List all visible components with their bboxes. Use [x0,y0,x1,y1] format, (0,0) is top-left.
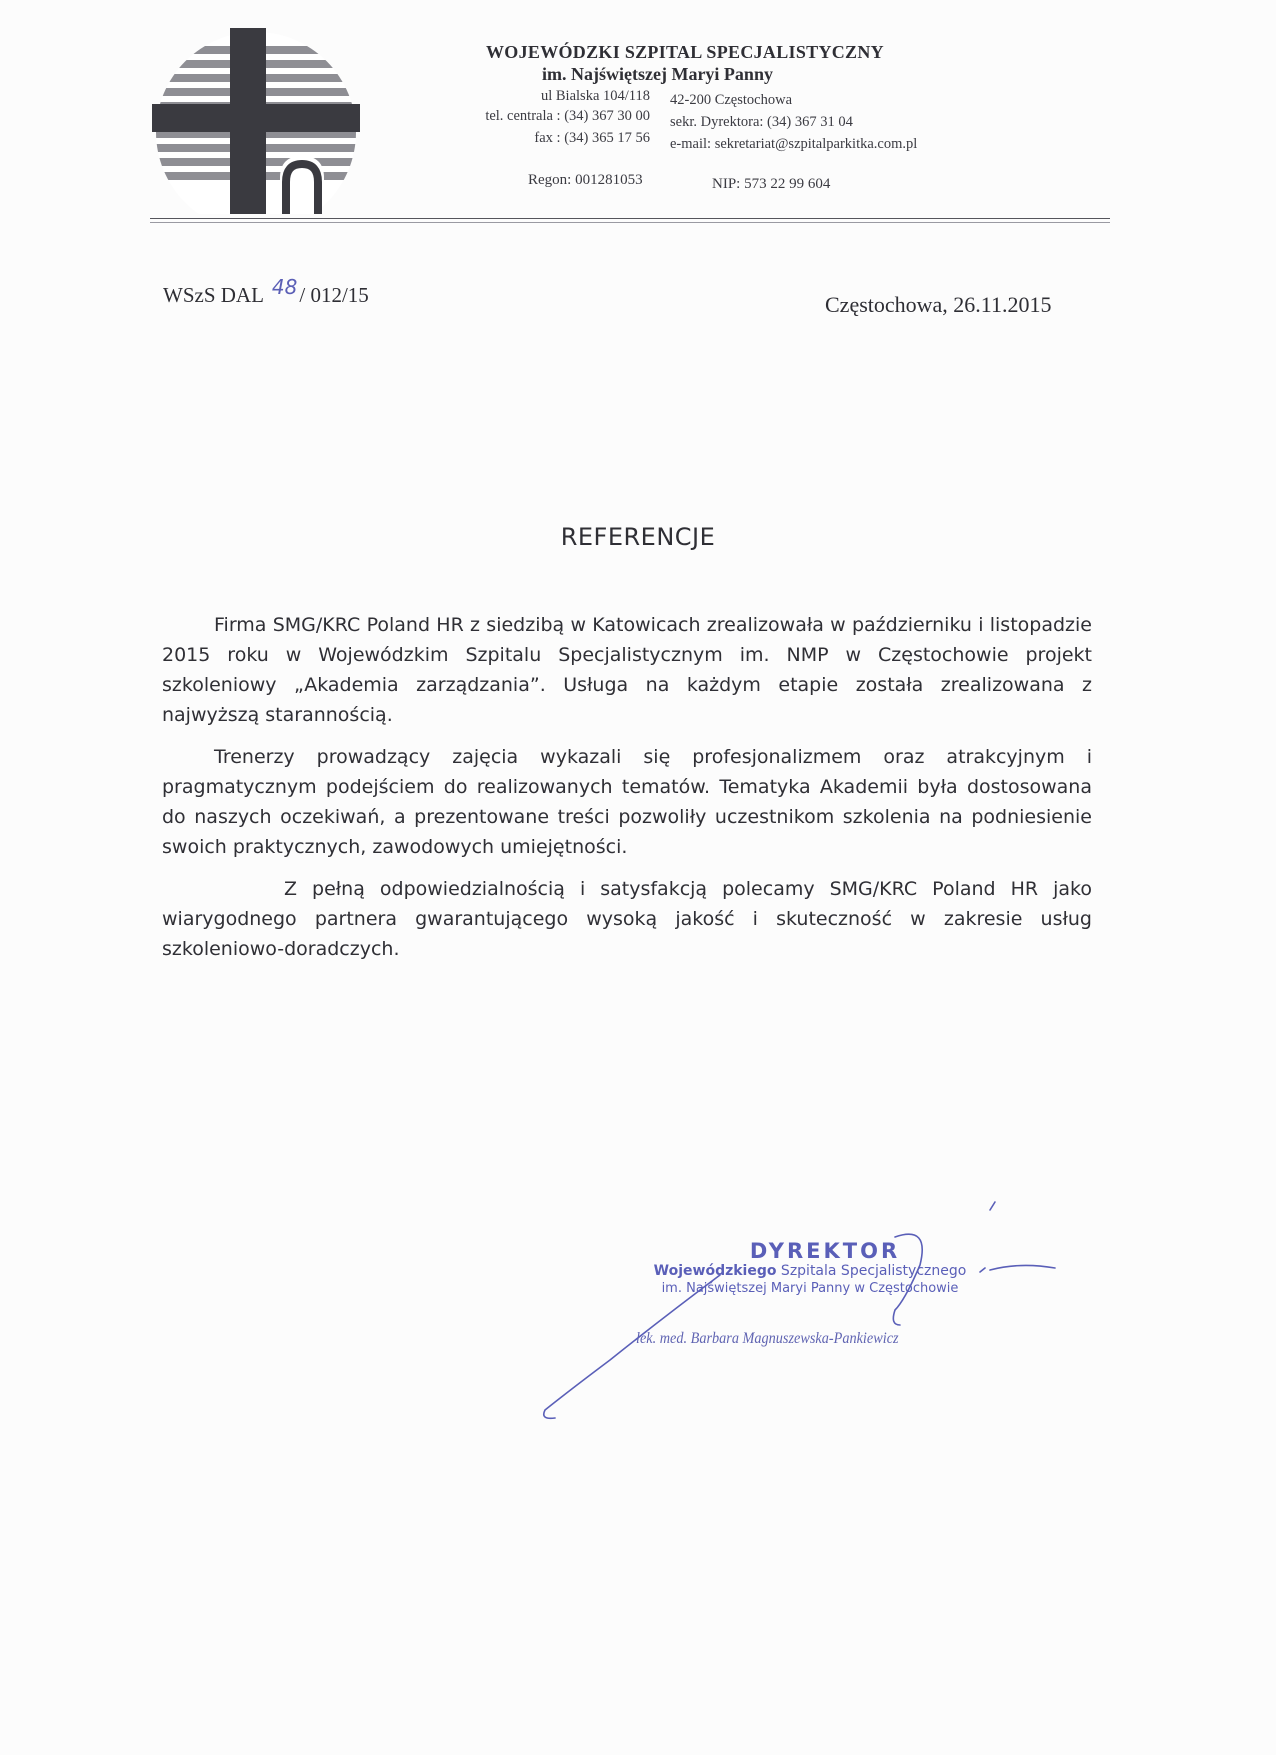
phone-central: tel. centrala : (34) 367 30 00 [485,108,650,124]
stamp-line-2: im. Najświętszej Maryi Panny w Częstochowie [661,1281,959,1296]
reference-prefix: WSzS DAL [163,283,264,307]
director-stamp [630,1240,990,1298]
fax-number: fax : (34) 365 17 56 [534,130,650,146]
address-city: 42-200 Częstochowa [670,92,793,108]
stamp-line-1-rest: Szpitala Specjalistycznego [776,1263,967,1279]
letter-body [162,610,1092,976]
reference-handwritten-number: 48 [271,275,298,299]
regon-number: Regon: 001281053 [528,172,643,188]
reference-number [163,275,369,308]
document-title: REFERENCJE [560,523,716,551]
phone-director: sekr. Dyrektora: (34) 367 31 04 [670,114,853,130]
paragraph: Z pełną odpowiedzialnością i satysfakcją polecamy SMG/KRC Poland HR jako wiarygodnego partnera gwarantującego wysoką jakość i skuteczność w zakresie usług szkoleniowo-doradczych. [162,878,1092,960]
paragraph: Trenerzy prowadzący zajęcia wykazali się profesjonalizmem oraz atrakcyjnym i pragmatycznym podejściem do realizowanych tematów. Tematyka Akademii była dostosowana do naszych oczekiwań, a prezentowane treści pozwoliły uczestnikom szkolenia na podniesienie swoich praktycznych, zawodowych umiejętności. [162,746,1092,858]
header-divider [150,218,1110,219]
hospital-name: WOJEWÓDZKI SZPITAL SPECJALISTYCZNY [486,42,884,62]
address-street: ul Bialska 104/118 [540,88,650,104]
stamp-line-1-bold: Wojewódzkiego [653,1263,777,1279]
paragraph: Firma SMG/KRC Poland HR z siedzibą w Katowicach zrealizowała w październiku i listopadzie 2015 roku w Wojewódzkim Szpitalu Specjalistycznym im. NMP w Częstochowie projekt szkoleniowy „Akademia zarządzania”. Usługa na każdym etapie została zrealizowana z najwyższą starannością. [162,614,1092,726]
hospital-cross-logo-icon [152,28,360,214]
signer-name: lek. med. Barbara Magnuszewska-Pankiewicz [636,1330,899,1347]
hospital-subtitle: im. Najświętszej Maryi Panny [542,64,773,84]
stamp-line-1 [630,1262,990,1280]
nip-number: NIP: 573 22 99 604 [712,176,831,192]
header-divider-secondary [150,222,1110,223]
reference-suffix: / 012/15 [299,283,369,307]
email-address: e-mail: sekretariat@szpitalparkitka.com.pl [670,136,918,152]
stamp-title: DYREKTOR [749,1239,901,1263]
date-line: Częstochowa, 26.11.2015 [825,292,1052,317]
